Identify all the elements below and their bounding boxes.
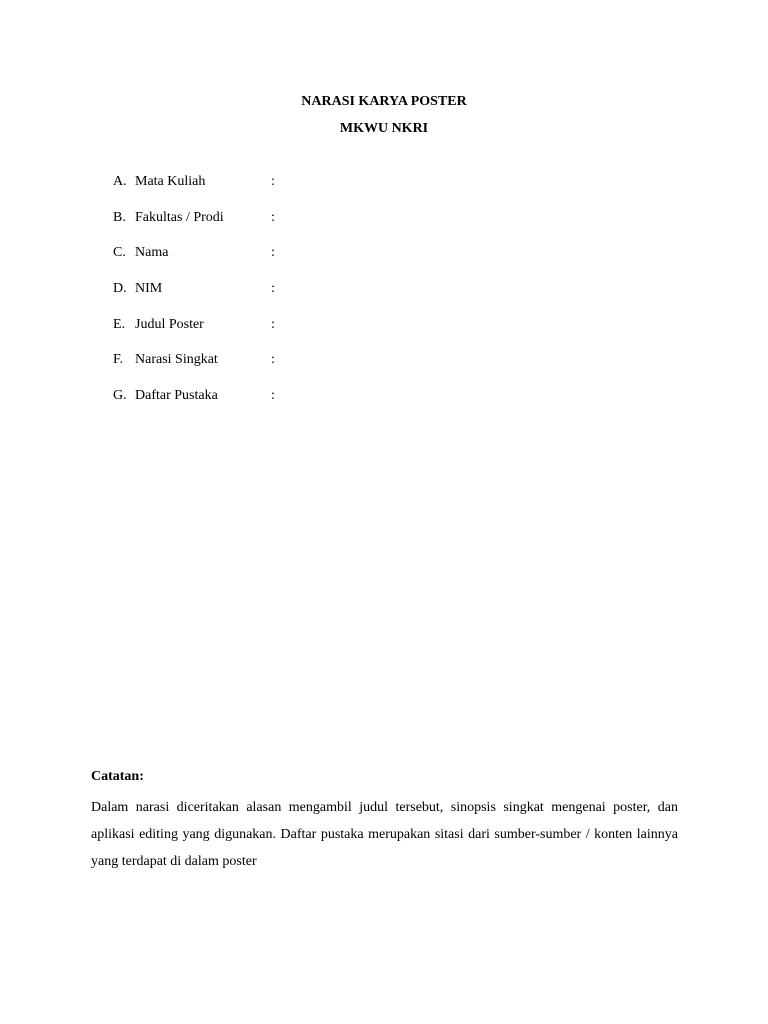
field-separator: : [271,174,275,189]
field-separator: : [271,388,275,404]
field-label: Nama [135,245,169,261]
field-label: Daftar Pustaka [135,388,218,404]
field-separator: : [271,352,275,368]
form-fields-list [113,173,673,423]
field-label: NIM [135,281,163,297]
field-row-nim [113,280,673,316]
field-label: Judul Poster [135,316,204,332]
field-separator: : [271,316,275,332]
field-label: Fakultas / Prodi [135,209,224,225]
field-separator: : [271,209,275,225]
field-separator: : [271,281,275,297]
field-label: Mata Kuliah [135,174,206,189]
field-row-judul-poster [113,316,673,352]
field-letter: B. [113,209,126,225]
field-row-mata-kuliah [113,173,673,209]
document-title: NARASI KARYA POSTER [301,94,467,109]
field-letter: C. [113,245,126,261]
field-letter: G. [113,388,127,404]
field-letter: D. [113,281,127,297]
field-row-narasi-singkat [113,351,673,387]
note-section [91,767,678,875]
field-row-nama [113,244,673,280]
document-subtitle: MKWU NKRI [339,121,429,136]
field-label: Narasi Singkat [135,352,218,368]
note-heading: Catatan: [91,769,144,784]
field-separator: : [271,245,275,261]
field-letter: E. [113,316,126,332]
field-letter: F. [113,352,124,368]
note-body: Dalam narasi diceritakan alasan mengambil judul tersebut, sinopsis singkat mengenai poster, dan aplikasi editing yang digunakan. Daftar pustaka merupakan sitasi dari sumber-sumber / konten lainnya yang terdapat di dalam poster [91,800,678,869]
field-row-fakultas-prodi [113,209,673,245]
field-letter: A. [113,174,127,189]
field-row-daftar-pustaka [113,387,673,423]
